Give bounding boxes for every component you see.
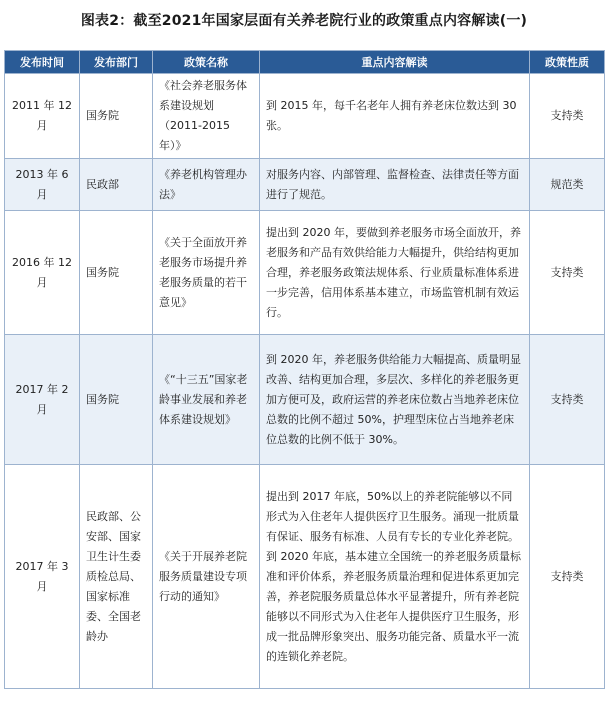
- cell-policy: 《养老机构管理办法》: [153, 159, 260, 211]
- content-paragraph: 到 2020 年底，基本建立全国统一的养老服务质量标准和评价体系，养老服务质量治理和促进体系更加完善，养老院服务质量总体水平显著提升，所有养老院能够以不同形式为入住老年人提供医疗卫生服务，形成一批品牌形象突出、服务功能完备、质量水平一流的连锁化养老院。: [266, 549, 521, 663]
- cell-content: [260, 211, 530, 335]
- cell-dept: 国务院: [80, 335, 153, 465]
- table-row: [5, 465, 605, 689]
- content-paragraph: 到 2020 年，养老服务供给能力大幅提高、质量明显改善、结构更加合理，多层次、多样化的养老服务更加方便可及，政府运营的养老床位数占当地养老床位总数的比例不超过 50%，护理型床位占当地养老床位总数的比例不低于 30%。: [266, 352, 521, 446]
- cell-nature: 规范类: [530, 159, 605, 211]
- cell-policy: 《社会养老服务体系建设规划（2011-2015 年）》: [153, 74, 260, 159]
- cell-date: 2017 年 2 月: [5, 335, 80, 465]
- table-row: [5, 159, 605, 211]
- header-nature: 政策性质: [530, 51, 605, 74]
- cell-dept: 民政部: [80, 159, 153, 211]
- cell-nature: 支持类: [530, 211, 605, 335]
- cell-content: [260, 335, 530, 465]
- cell-nature: 支持类: [530, 335, 605, 465]
- table-header-row: [5, 51, 605, 74]
- cell-date: 2013 年 6 月: [5, 159, 80, 211]
- cell-dept: 国务院: [80, 211, 153, 335]
- cell-nature: 支持类: [530, 74, 605, 159]
- cell-date: 2017 年 3 月: [5, 465, 80, 689]
- content-paragraph: 提出到 2017 年底，50%以上的养老院能够以不同形式为入住老年人提供医疗卫生服务。涌现一批质量有保证、服务有标准、人员有专长的专业化养老院。: [266, 489, 519, 543]
- header-content: 重点内容解读: [260, 51, 530, 74]
- cell-content: [260, 465, 530, 689]
- header-policy: 政策名称: [153, 51, 260, 74]
- cell-policy: 《关于全面放开养老服务市场提升养老服务质量的若干意见》: [153, 211, 260, 335]
- table-row: [5, 74, 605, 159]
- cell-content: [260, 159, 530, 211]
- content-paragraph: 对服务内容、内部管理、监督检查、法律责任等方面进行了规范。: [266, 167, 519, 201]
- table-row: [5, 211, 605, 335]
- cell-date: 2011 年 12 月: [5, 74, 80, 159]
- cell-policy: 《关于开展养老院服务质量建设专项行动的通知》: [153, 465, 260, 689]
- content-paragraph: 到 2015 年，每千名老年人拥有养老床位数达到 30 张。: [266, 99, 517, 132]
- cell-content: [260, 74, 530, 159]
- cell-dept: 国务院: [80, 74, 153, 159]
- cell-policy: 《“十三五”国家老龄事业发展和养老体系建设规划》: [153, 335, 260, 465]
- policy-table: [4, 50, 605, 689]
- header-dept: 发布部门: [80, 51, 153, 74]
- content-paragraph: 提出到 2020 年，要做到养老服务市场全面放开，养老服务和产品有效供给能力大幅提升，供给结构更加合理，养老服务政策法规体系、行业质量标准体系进一步完善，信用体系基本建立，市场监管机制有效运行。: [266, 225, 521, 319]
- cell-date: 2016 年 12 月: [5, 211, 80, 335]
- table-row: [5, 335, 605, 465]
- header-date: 发布时间: [5, 51, 80, 74]
- figure-title: 图表2：截至2021年国家层面有关养老院行业的政策重点内容解读(一): [80, 13, 528, 29]
- cell-nature: 支持类: [530, 465, 605, 689]
- cell-dept: 民政部、公安部、国家卫生计生委质检总局、国家标准委、全国老龄办: [80, 465, 153, 689]
